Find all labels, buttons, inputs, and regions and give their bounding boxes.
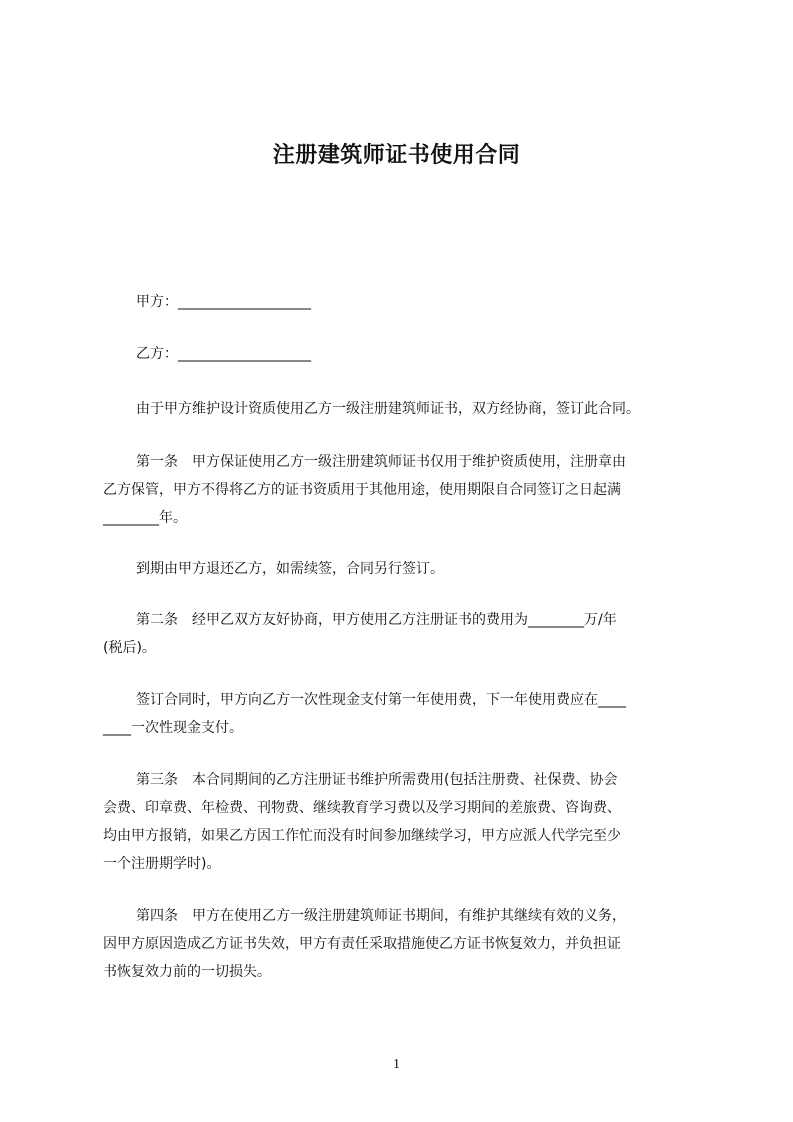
article-2-line-1: 第二条 经甲乙双方友好协商，甲方使用乙方注册证书的费用为________万/年 <box>136 612 617 628</box>
return-paragraph: 到期由甲方退还乙方，如需续签，合同另行签订。 <box>136 561 444 577</box>
intro-paragraph: 由于甲方维护设计资质使用乙方一级注册建筑师证书，双方经协商，签订此合同。 <box>136 401 640 417</box>
article-2-line-2: (税后)。 <box>103 640 156 656</box>
payment-line-2: ____一次性现金支付。 <box>103 720 243 736</box>
article-4-line-2: 因甲方原因造成乙方证书失效，甲方有责任采取措施使乙方证书恢复效力，并负担证 <box>103 936 621 952</box>
article-3-line-3: 均由甲方报销，如果乙方因工作忙而没有时间参加继续学习，甲方应派人代学完至少 <box>103 828 621 844</box>
article-4-line-3: 书恢复效力前的一切损失。 <box>103 964 271 980</box>
article-3-line-2: 会费、印章费、年检费、刊物费、继续教育学习费以及学习期间的差旅费、咨询费、 <box>103 800 621 816</box>
article-1-line-1: 第一条 甲方保证使用乙方一级注册建筑师证书仅用于维护资质使用，注册章由 <box>136 454 626 470</box>
article-3-line-1: 第三条 本合同期间的乙方注册证书维护所需费用(包括注册费、社保费、协会 <box>136 772 618 788</box>
article-4-line-1: 第四条 甲方在使用乙方一级注册建筑师证书期间，有维护其继续有效的义务， <box>136 908 626 924</box>
article-1-line-2: 乙方保管，甲方不得将乙方的证书资质用于其他用途，使用期限自合同签订之日起满 <box>103 482 621 498</box>
payment-line-1: 签订合同时，甲方向乙方一次性现金支付第一年使用费，下一年使用费应在____ <box>136 692 626 708</box>
party-a-line: 甲方：___________________ <box>136 294 311 310</box>
page-number: 1 <box>393 1057 400 1072</box>
article-1-line-3: ________年。 <box>103 510 187 526</box>
party-b-line: 乙方：___________________ <box>136 346 311 362</box>
article-3-line-4: 一个注册期学时)。 <box>103 856 221 872</box>
document-title: 注册建筑师证书使用合同 <box>272 143 521 168</box>
